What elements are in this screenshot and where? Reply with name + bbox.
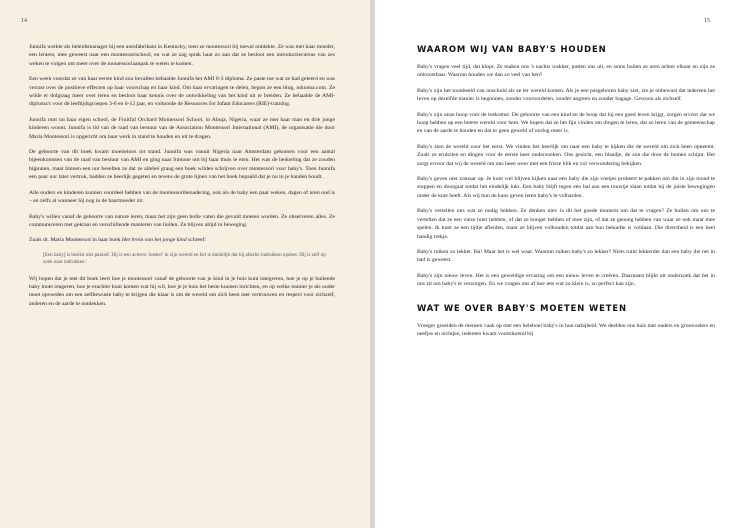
right-page xyxy=(375,0,745,528)
left-page-number: 14 xyxy=(21,18,27,24)
paragraph: Baby's vertellen ons wat ze nodig hebben. Ze denken niet: is dit het goede moment om dat te vragen? Ze huilen om ons te vertellen dat ze een vieze luier hebben, of dat ze honger hebben of moe zijn, of dat ze genoeg hebben van waar ze ook maar mee spelen. Ik kunt ze een tijdje afleiden, maar ze blijven volhouden totdat aan hun behoefte is voldaan. Die directheid is een heel handig trekje. xyxy=(417,208,715,240)
right-page-body xyxy=(417,44,715,345)
left-page xyxy=(0,0,370,528)
paragraph: Junnifa werkte als beleidsmanager bij een autofabrikant in Kentucky, toen ze montessori bij toeval ontdekte. Ze was met haar moeder, een lerares, mee geweest naar een montessorischool, en wat ze zag sprak haar zo aan dat ze besloot een introductiecursus van zes weken te volgen om meer over de montessoriaanpak te weten te komen. xyxy=(29,44,335,67)
block-quote: [Een baby] is beslist niet passief. Hij is een actieve 'zoeker' in zijn wereld en het is duidelijk dat hij allerlei indrukken opdoet. Hij is zelf op zoek naar indrukken.' xyxy=(43,251,326,266)
right-page-number: 15 xyxy=(704,18,710,24)
paragraph: Junnifa runt nu haar eigen school, de Fruitful Orchard Montessori School, in Abuja, Nigeria, waar ze met haar man en drie jonge kinderen woont. Junnifa is lid van de raad van bestuur van de Association Montessori International (AMI), de organisatie die door Maria Montessori is opgericht om haar werk in stand te houden en uit te dragen. xyxy=(29,116,335,140)
paragraph: Een week voordat ze van haar eerste kind zou bevallen behaalde Junnifa het AMI 0-3 diploma. Ze paste toe wat ze had geleerd en was verrast over de positieve effecten op haar voorschap en haar kind. Om haar ervaringen te delen, begon ze een blog, nduoma.com. Ze wilde er dolgraag meer over leren en besloot haar kennis over de ontwikkeling van het kind uit te breiden. Ze behaalde de AMI-diploma's voor de leeftijdsgroepen 3-6 en 6-12 jaar, en voltooide de Resources for Infant Educarers (RIE)-training. xyxy=(29,76,335,108)
book-title: Het brein van het jonge kind xyxy=(121,237,187,244)
section-heading: WAAROM WIJ VAN BABY'S HOUDEN xyxy=(417,44,607,54)
paragraph: Baby's zijn het toonbeeld van onschuld als ze ter wereld komen. Als je een pasgeboren baby ziet, zie je onbewust dat iedereen het leven op dezelfde manier is begonnen, zonder vooroordelen, zonder angsten en zonder bagage. Gewoon als zichzelf. xyxy=(417,87,715,103)
paragraph: Baby's ruiken zo lekker. Ha! Maar het is wel waar. Waarom ruiken baby's zo lekker? Niets ruikt lekkerder dan een baby die net in bad is geweest. xyxy=(417,248,715,264)
paragraph: Baby's geven niet zomaar op. Je kunt wel blijven kijken naar een baby die zijn voetjes probeert te pakken om die in zijn mond te stoppen en doorgaat totdat het eindelijk lukt. Een baby blijft tegen een bal aan een touwtje slaan totdat hij de juiste bewegingen onder de knie heeft. Als wij hun de kans geven leren baby's te volharden. xyxy=(417,176,715,199)
left-page-body xyxy=(29,43,335,315)
paragraph: Vroeger groeiden de mensen vaak op met een heleboel baby's in hun nabijheid. We deelden ons huis met ouders en grootouders en neefjes en nichtjes; iedereen kwam voortdurend bij xyxy=(417,322,715,337)
paragraph: De geboorte van dit boek kwam moeiteloos tot stand. Junnifa was vanuit Nigeria naar Amsterdam gekomen voor een aantal bijeenkomsten van de raad van bestuur van AMI en ging naar Simone om bij haar thuis te eten. Het was de bedoeling dat ze zouden bijpraten, maar binnen een uur beseften ze dat ze allebei graag een boek wilden schrijven over montessori voor baby's. Toen Junnifa een paar uur later vertrok, hadden ze heerlijk gegeten en tevens de grote lijnen van het boek bepaald dat je nu in je handen houdt. xyxy=(29,149,335,181)
paragraph: Baby's willen vanaf de geboorte van nature leren, maar het zijn geen holle vaten die gevuld moeten worden. Ze observeren alles. Ze communiceren met gekraai en verschillende manieren van huilen. Ze blijven altijd in beweging. xyxy=(29,213,335,228)
quote-intro-suffix: schreef: xyxy=(186,237,207,244)
paragraph: Baby's zien de wereld voor het eerst. We vinden het heerlijk om naar een baby te kijken die de wereld om zich heen opneemt. Zoals ze eruitzien en dingen voor de eerste keer onderzoeken. Ons gezicht, een blaadje, de zon die door de bomen schijnt. Het zorgt ervoor dat wij de wereld om ons heen weer met een frisse blik en vol verwondering bekijken. xyxy=(417,143,715,167)
quote-intro-text: Zoals dr. Maria Montessori in haar boek xyxy=(29,237,122,244)
paragraph: Wij hopen dat je met dit boek leert hoe je montessori vanaf de geboorte van je kind in je huis kunt integreren, hoe je op je huilende baby moet reageren, hoe je erachter kunt komen wat hij wil, hoe je je huis het beste kunnen inrichten, en op welke manier je als ouder moet opvoeden om een zelfbewuste baby te krijgen die klaar is om de wereld om zich heen met vertrouwen en respect voor zichzelf, anderen en de aarde te ontdekken. xyxy=(29,275,335,307)
paragraph: Baby's zijn nieuw leven. Het is een geweldige ervaring om een nieuw leven te creëren. Daarnaast blijkt uit onderzoek dat het in ons zit om baby's te verzorgen. En we vragen ons af hoe iets wat zo klein is, zo perfect kan zijn. xyxy=(417,272,715,288)
quote-intro xyxy=(29,236,335,244)
section-heading: WAT WE OVER BABY'S MOETEN WETEN xyxy=(417,302,627,313)
paragraph: Baby's vragen veel tijd, dat klopt. Ze maken ons 's nachts wakker, putten ons uit, en soms huilen ze uren achter elkaar en zijn ze ontroostbaar. Waarom houden we dan zo veel van hen? xyxy=(417,64,715,79)
paragraph: Baby's zijn onze hoop voor de toekomst. De geboorte van een kind en de hoop dat hij een goed leven krijgt, zorgen ervoor dat we hoop hebben op een betere wereld voor hem. We hopen dat ze het fijn vinden om dingen te leren, dat ze leren van de gemeenschap en van de aarde te houden en dat er geen geweld of oorlog meer is. xyxy=(417,111,715,135)
paragraph: Alle ouders en kinderen kunnen voordeel hebben van de montessoribenadering, ook als de baby een paar weken, dagen of uren oud is – en zelfs al wanneer hij nog in de baarmoeder zit. xyxy=(29,189,335,205)
